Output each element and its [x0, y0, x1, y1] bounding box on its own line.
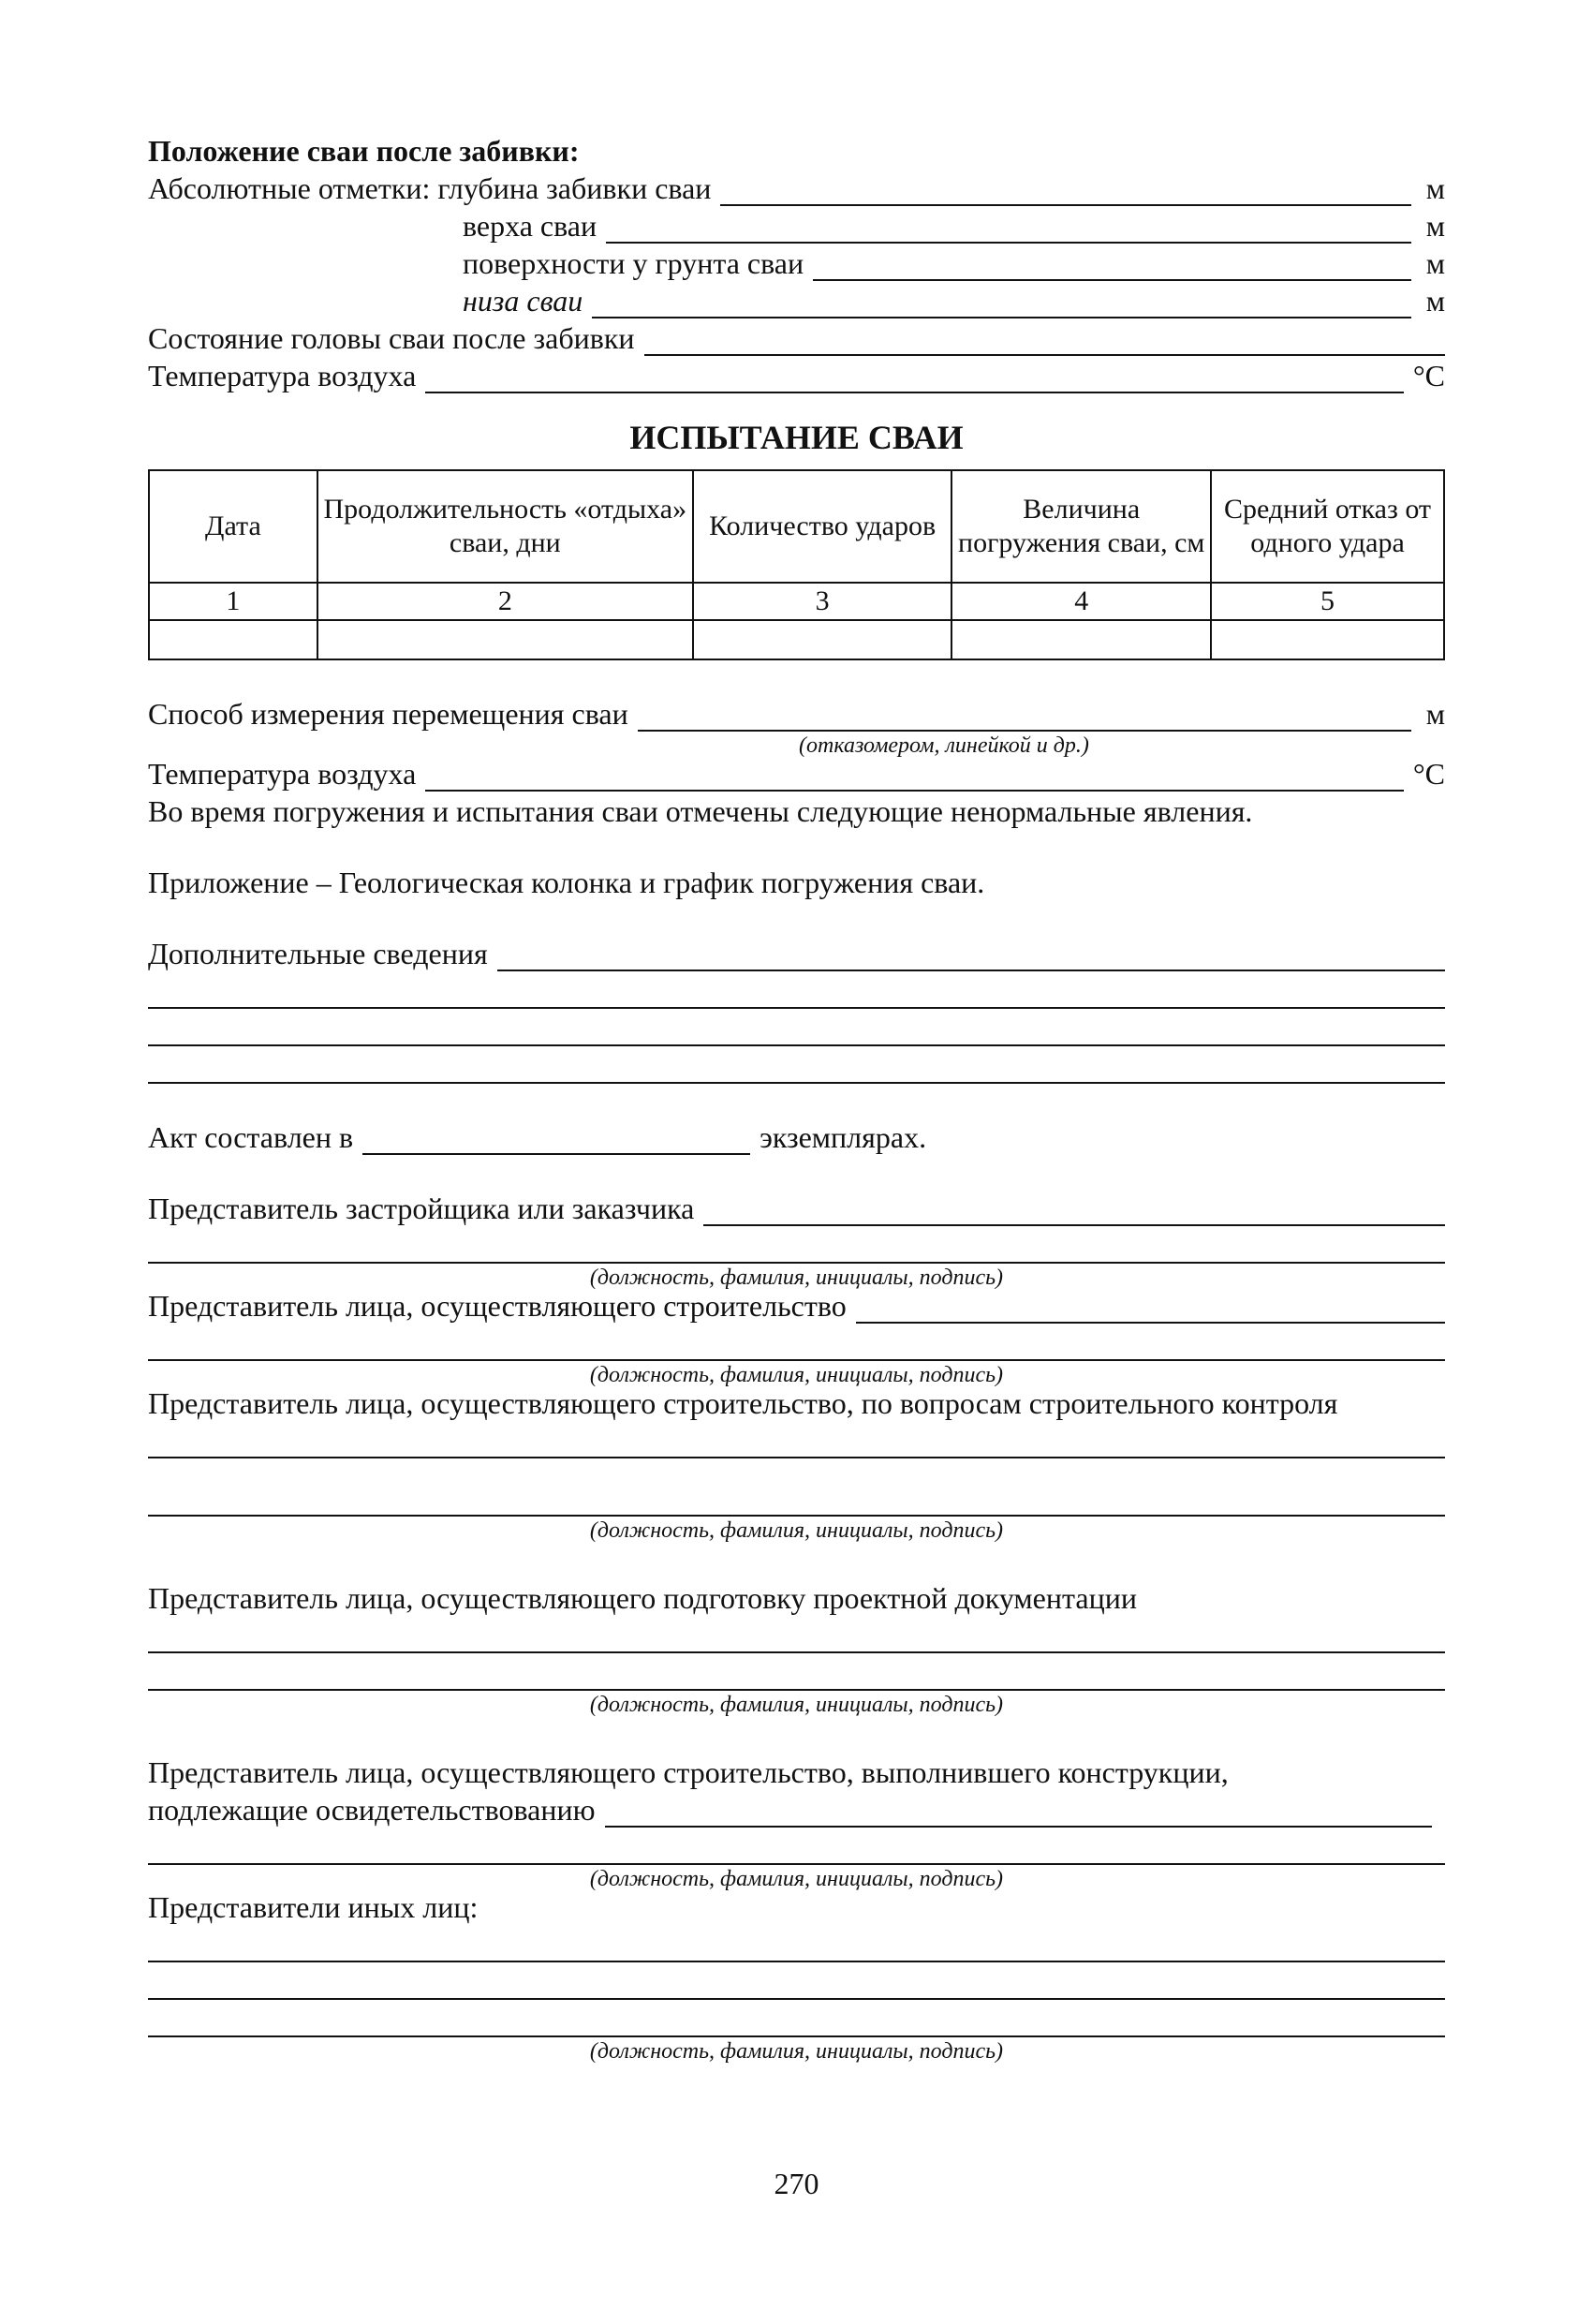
test-heading: ИСПЫТАНИЕ СВАИ — [629, 419, 964, 456]
column-number: 2 — [317, 583, 693, 620]
builder-label: Представитель лица, осуществляющего строительство — [148, 1288, 847, 1323]
others-line[interactable] — [148, 1962, 1445, 2000]
unit-celsius: °С — [1412, 756, 1445, 791]
table-cell[interactable] — [693, 620, 952, 659]
performer-label-2: подлежащие освидетельствованию — [148, 1792, 596, 1827]
bottom-field[interactable] — [592, 290, 1411, 318]
performer-field[interactable] — [605, 1799, 1432, 1828]
ground-field[interactable] — [813, 253, 1411, 281]
signature-hint: (должность, фамилия, инициалы, подпись) — [589, 1867, 1004, 1892]
method-field[interactable] — [638, 703, 1411, 732]
customer-row — [148, 1189, 1445, 1226]
table-header-row — [149, 470, 1444, 583]
abnormal-text: Во время погружения и испытания сваи отмечены следующие ненормальные явления. — [148, 793, 1253, 828]
method-row — [148, 694, 1445, 732]
signature-hint: (должность, фамилия, инициалы, подпись) — [589, 1266, 1004, 1291]
signature-hint: (должность, фамилия, инициалы, подпись) — [589, 1363, 1004, 1388]
column-header: Средний отказ от одного удара — [1211, 470, 1444, 583]
column-number: 1 — [149, 583, 317, 620]
air-temp-row-2 — [148, 756, 1445, 792]
unit-m: м — [1425, 245, 1445, 280]
act-row — [148, 1118, 1445, 1155]
head-state-field[interactable] — [644, 328, 1446, 356]
control-line[interactable] — [148, 1479, 1445, 1517]
customer-label: Представитель застройщика или заказчика — [148, 1191, 695, 1225]
builder-field[interactable] — [856, 1295, 1445, 1324]
additional-line[interactable] — [148, 1046, 1445, 1084]
column-header: Продолжительность «отдыха» сваи, дни — [317, 470, 693, 583]
depth-field[interactable] — [720, 178, 1411, 206]
control-line[interactable] — [148, 1421, 1445, 1458]
air-temp-field-2[interactable] — [425, 763, 1404, 792]
act-prefix: Акт составлен в — [148, 1119, 354, 1154]
customer-line[interactable] — [148, 1226, 1445, 1264]
bottom-row — [148, 281, 1445, 318]
column-number: 4 — [951, 583, 1211, 620]
others-label: Представители иных лиц: — [148, 1889, 479, 1924]
act-suffix: экземплярах. — [760, 1119, 927, 1154]
additional-row — [148, 934, 1445, 971]
unit-celsius: °С — [1412, 358, 1445, 392]
ground-label: поверхности у грунта сваи — [463, 245, 804, 280]
air-temp-label: Температура воздуха — [148, 756, 417, 791]
unit-m: м — [1425, 696, 1445, 731]
head-state-label: Состояние головы сваи после забивки — [148, 320, 635, 355]
performer-line[interactable] — [148, 1828, 1445, 1865]
design-line[interactable] — [148, 1616, 1445, 1653]
section-title-position: Положение сваи после забивки: — [148, 133, 580, 168]
performer-row — [148, 1790, 1445, 1828]
customer-field[interactable] — [703, 1198, 1445, 1226]
signature-hint: (должность, фамилия, инициалы, подпись) — [589, 1693, 1004, 1718]
air-temp-field[interactable] — [425, 365, 1404, 393]
top-row — [148, 206, 1445, 244]
top-field[interactable] — [606, 215, 1411, 244]
air-temp-row — [148, 356, 1445, 393]
ground-row — [148, 244, 1445, 281]
depth-row — [148, 169, 1445, 206]
additional-line[interactable] — [148, 971, 1445, 1009]
additional-label: Дополнительные сведения — [148, 936, 488, 970]
control-label: Представитель лица, осуществляющего строительство, по вопросам строительного контроля — [148, 1385, 1338, 1420]
table-number-row — [149, 583, 1444, 620]
design-label: Представитель лица, осуществляющего подготовку проектной документации — [148, 1580, 1137, 1615]
appendix-text: Приложение – Геологическая колонка и график погружения сваи. — [148, 865, 985, 899]
signature-hint: (должность, фамилия, инициалы, подпись) — [589, 1518, 1004, 1544]
builder-line[interactable] — [148, 1324, 1445, 1361]
bottom-label: низа сваи — [463, 283, 583, 318]
table-row — [149, 620, 1444, 659]
others-line[interactable] — [148, 2000, 1445, 2037]
copies-field[interactable] — [362, 1127, 750, 1155]
top-label: верха сваи — [463, 208, 597, 243]
test-table — [148, 469, 1445, 660]
table-cell[interactable] — [1211, 620, 1444, 659]
column-header: Величина погружения сваи, см — [951, 470, 1211, 583]
table-cell[interactable] — [951, 620, 1211, 659]
page-number: 270 — [774, 2167, 819, 2200]
additional-line[interactable] — [148, 1009, 1445, 1046]
document-page — [148, 131, 1445, 2065]
abs-marks-label: Абсолютные отметки: — [148, 170, 431, 205]
table-cell[interactable] — [149, 620, 317, 659]
column-header: Количество ударов — [693, 470, 952, 583]
column-number: 5 — [1211, 583, 1444, 620]
unit-m: м — [1425, 208, 1445, 243]
additional-field[interactable] — [497, 943, 1445, 971]
column-number: 3 — [693, 583, 952, 620]
table-cell[interactable] — [317, 620, 693, 659]
depth-label: глубина забивки сваи — [437, 170, 712, 205]
others-line[interactable] — [148, 1925, 1445, 1962]
unit-m: м — [1425, 283, 1445, 318]
signature-hint: (должность, фамилия, инициалы, подпись) — [589, 2039, 1004, 2065]
design-line[interactable] — [148, 1653, 1445, 1691]
unit-m: м — [1425, 170, 1445, 205]
air-temp-label: Температура воздуха — [148, 358, 417, 392]
method-hint: (отказомером, линейкой и др.) — [799, 733, 1089, 759]
performer-label-1: Представитель лица, осуществляющего строительство, выполнившего конструкции, — [148, 1754, 1229, 1789]
method-label: Способ измерения перемещения сваи — [148, 696, 628, 731]
column-header: Дата — [149, 470, 317, 583]
builder-row — [148, 1288, 1445, 1324]
head-state-row — [148, 318, 1445, 356]
